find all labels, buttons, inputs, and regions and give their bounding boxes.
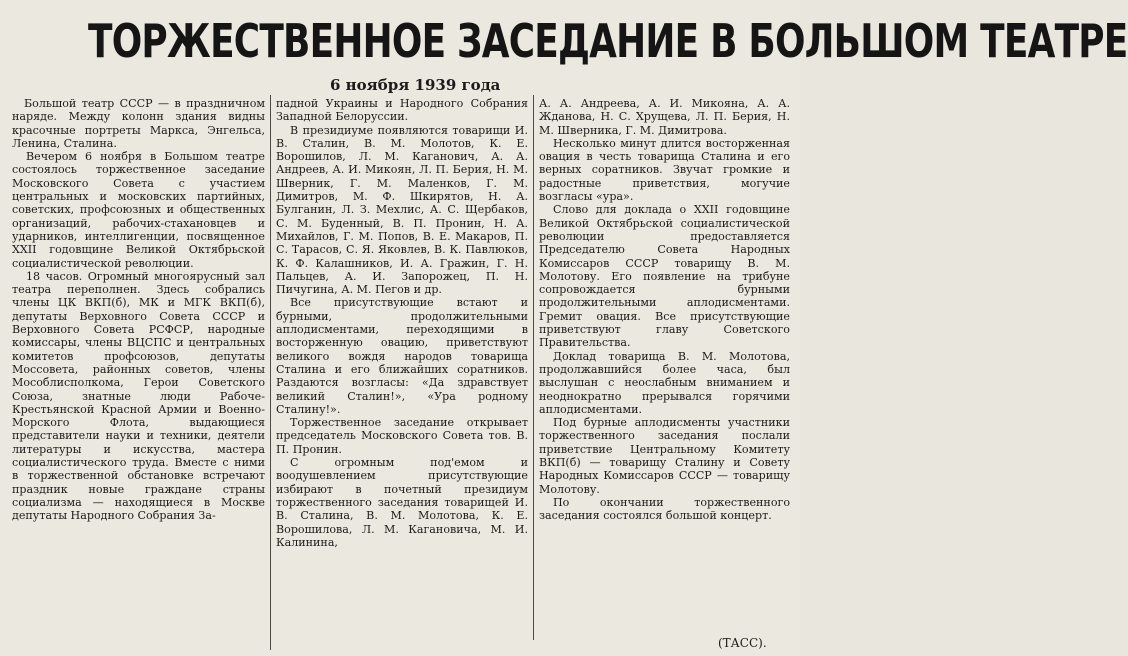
paragraph: Все присутствующие встают и бурными, продолжительными аплодисментами, переходящими в восторженную овацию, приветствуют великого вождя народов товарища Сталина и его ближайших соратников. Раздаются возгласы: «Да здравствует великий Сталин!», «Ура родному Сталину!». [276, 296, 528, 416]
paragraph: падной Украины и Народного Собрания Западной Белоруссии. [276, 97, 528, 124]
paragraph: Слово для доклада о XXII годовщине Великой Октябрьской социалистической революции предоставляется Председателю Совета Народных Комиссаров СССР товарищу В. М. Молотову. Его появление на трибуне сопровождается бурными продолжительными аплодисментами. Гремит овация. Все присутствующие приветствуют главу Советского Правительства. [539, 203, 790, 350]
paragraph: А. А. Андреева, А. И. Микояна, А. А. Жданова, Н. С. Хрущева, Л. П. Берия, Н. М. Шверника, Г. М. Димитрова. [539, 97, 790, 137]
article-column-1 [12, 97, 265, 647]
paragraph: Под бурные аплодисменты участники торжественного заседания послали приветствие Центральному Комитету ВКП(б) — товарищу Сталину и Совету Народных Комиссаров СССР — товарищу Молотову. [539, 416, 790, 496]
paragraph: Несколько минут длится восторженная овация в честь товарища Сталина и его верных соратников. Звучат громкие и радостные приветствия, могучие возгласы «ура». [539, 136, 790, 204]
paragraph: Вечером 6 ноября в Большом театре состоялось торжественное заседание Московского Совета с участием центральных и московских партийных, советских, профсоюзных и общественных организаций, рабочих-стахановцев и ударников, интеллигенции, посвященное XXII годовщине Великой Октябрьской социалистической революции. [12, 150, 265, 270]
paragraph: С огромным под'емом и воодушевлением присутствующие избирают в почетный президиум торжественного заседания товарищей И. В. Сталина, В. М. Молотова, К. Е. Ворошилова, Л. М. Кагановича, М. И. Калинина, [276, 456, 528, 549]
paragraph: По окончании торжественного заседания состоялся большой концерт. [539, 495, 790, 523]
paragraph: Доклад товарища В. М. Молотова, продолжавшийся более часа, был выслушан с неослабным вниманием и неоднократно прерывался горячими аплодисментами. [539, 349, 790, 416]
article-column-2 [276, 97, 528, 652]
paragraph: 18 часов. Огромный многоярусный зал театра переполнен. Здесь собрались члены ЦК ВКП(б), МК и МГК ВКП(б), депутаты Верховного Совета СССР и Верховного Совета РСФСР, народные комиссары, члены ВЦСПС и центральных комитетов профсоюзов, депутаты Моссовета, районных советов, члены Мособлисполкома, Герои Советского Союза, знатные люди Рабоче-Крестьянской Красной Армии и Военно-Морского Флота, выдающиеся представители науки и техники, деятели литературы и искусства, мастера социалистического труда. Вместе с ними в торжественной обстановке встречают праздник новые граждане страны социализма — находящиеся в Москве депутаты Народного Собрания За- [12, 269, 265, 523]
column-divider [533, 95, 534, 640]
dateline: 6 ноября 1939 года [330, 76, 501, 94]
paragraph: Торжественное заседание открывает председатель Московского Совета тов. В. П. Пронин. [276, 416, 528, 456]
article-column-3 [539, 97, 790, 627]
paragraph: Большой театр СССР — в праздничном наряде. Между колонн здания видны красочные портреты Маркса, Энгельса, Ленина, Сталина. [12, 97, 265, 150]
signature: (ТАСС). [718, 636, 767, 650]
column-divider [270, 95, 271, 650]
headline: ТОРЖЕСТВЕННОЕ ЗАСЕДАНИЕ В БОЛЬШОМ ТЕАТРЕ [88, 14, 1128, 68]
paragraph: В президиуме появляются товарищи И. В. Сталин, В. М. Молотов, К. Е. Ворошилов, Л. М. Каганович, А. А. Андреев, А. И. Микоян, Л. П. Берия, Н. М. Шверник, Г. М. Маленков, Г. М. Димитров, М. Ф. Шкирятов, Н. А. Булганин, Л. З. Мехлис, А. С. Щербаков, С. М. Буденный, В. П. Пронин, Н. А. Михайлов, Г. М. Попов, В. Е. Макаров, П. С. Тарасов, С. Я. Яковлев, В. К. Павлюков, К. Ф. Калашников, И. А. Гражин, Г. Н. Пальцев, А. И. Запорожец, П. Н. Пичугина, А. М. Пегов и др. [276, 123, 528, 297]
